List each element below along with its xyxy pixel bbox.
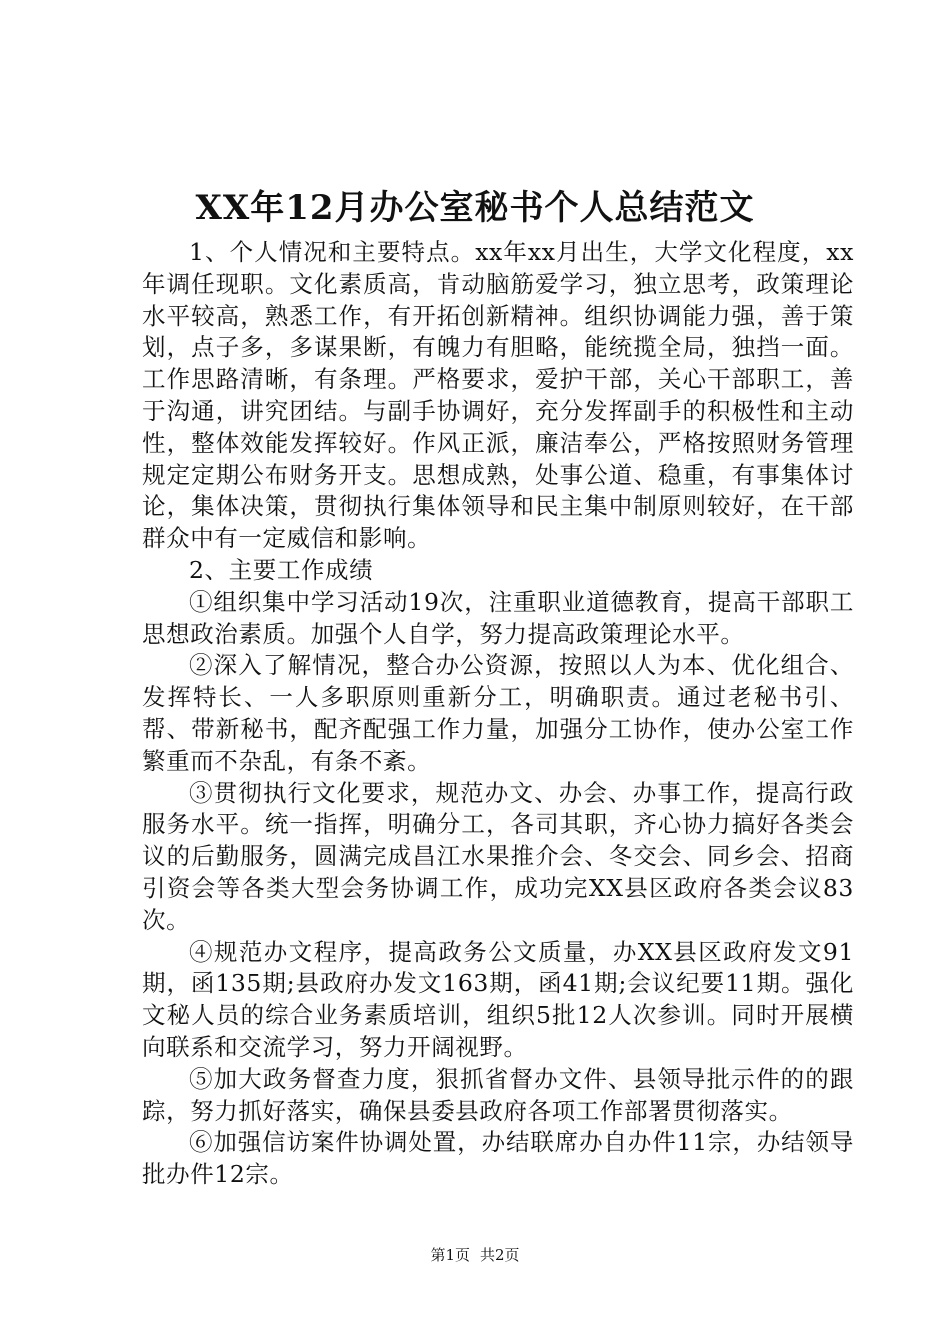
paragraph-achievement-2: ②深入了解情况，整合办公资源，按照以人为本、优化组合、发挥特长、一人多职原则重新分工，明确职责。通过老秘书引、帮、带新秘书，配齐配强工作力量，加强分工协作，使办公室工作繁重而不杂乱，有条不紊。 [142,651,854,775]
paragraph-achievement-3: ③贯彻执行文化要求，规范办文、办会、办事工作，提高行政服务水平。统一指挥，明确分工，各司其职，齐心协力搞好各类会议的后勤服务，圆满完成昌江水果推介会、冬交会、同乡会、招商引资会等各类大型会务协调工作，成功完XX县区政府各类会议83次。 [142,778,854,934]
paragraph-achievement-6: ⑥加强信访案件协调处置，办结联席办自办件11宗，办结领导批办件12宗。 [142,1128,854,1189]
paragraph-achievement-4: ④规范办文程序，提高政务公文质量，办XX县区政府发文91期，函135期;县政府办发文163期，函41期;会议纪要11期。强化文秘人员的综合业务素质培训，组织5批12人次参训。同时开展横向联系和交流学习，努力开阔视野。 [142,937,854,1061]
page-number: 第1页 [430,1246,470,1264]
paragraph-achievement-1: ①组织集中学习活动19次，注重职业道德教育，提高干部职工思想政治素质。加强个人自学，努力提高政策理论水平。 [142,587,854,648]
page-total: 共2页 [480,1246,520,1264]
page-footer [0,1245,950,1265]
paragraph-personal-profile: 1、个人情况和主要特点。xx年xx月出生，大学文化程度，xx年调任现职。文化素质高，肯动脑筋爱学习，独立思考，政策理论水平较高，熟悉工作，有开拓创新精神。组织协调能力强，善于策划，点子多，多谋果断，有魄力有胆略，能统揽全局，独挡一面。工作思路清晰，有条理。严格要求，爱护干部，关心干部职工，善于沟通，讲究团结。与副手协调好，充分发挥副手的积极性和主动性，整体效能发挥较好。作风正派，廉洁奉公，严格按照财务管理规定定期公布财务开支。思想成熟，处事公道、稳重，有事集体讨论，集体决策，贯彻执行集体领导和民主集中制原则较好，在干部群众中有一定威信和影响。 [142,238,854,553]
paragraph-achievement-5: ⑤加大政务督查力度，狠抓省督办文件、县领导批示件的的跟踪，努力抓好落实，确保县委县政府各项工作部署贯彻落实。 [142,1064,854,1125]
document-title: XX年12月办公室秘书个人总结范文 [195,188,755,228]
document-body [142,237,854,1191]
paragraph-achievements-heading: 2、主要工作成绩 [189,555,374,584]
